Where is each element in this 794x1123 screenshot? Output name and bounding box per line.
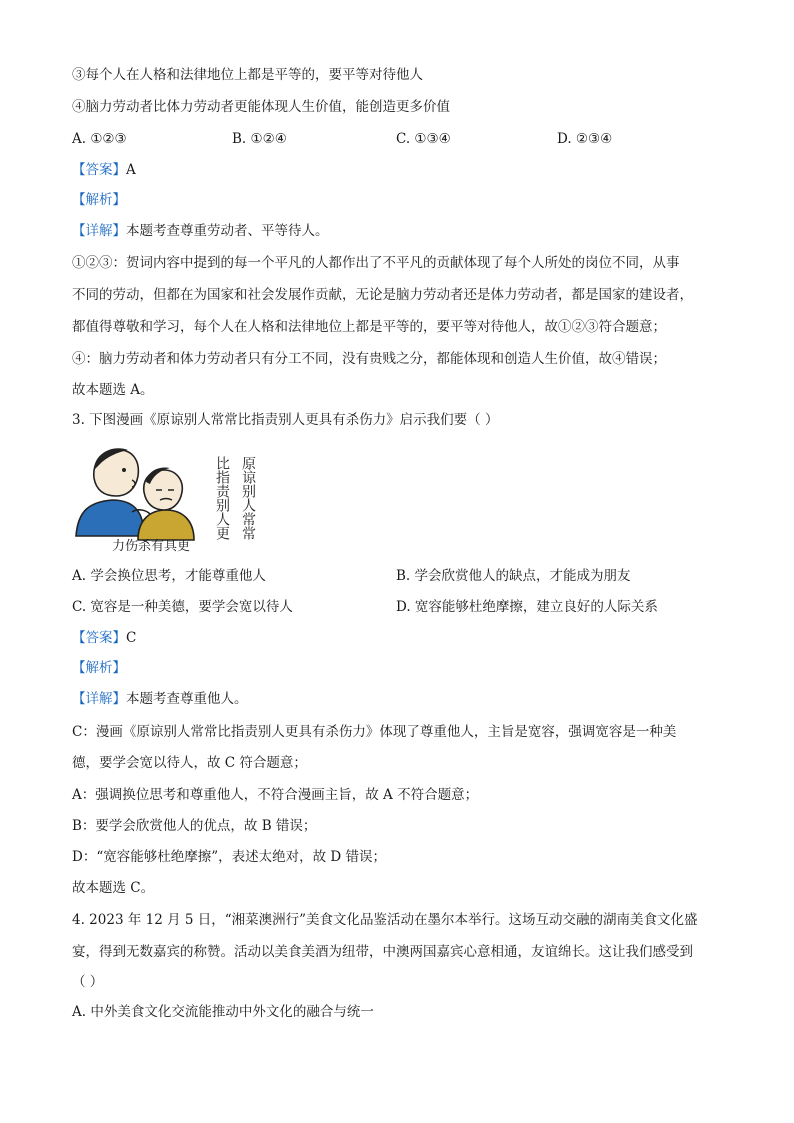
q2-detail — [72, 222, 329, 240]
detail-text: 本题考查尊重劳动者、平等待人。 — [126, 223, 329, 239]
q3-answer — [72, 629, 136, 647]
q3-detail — [72, 690, 248, 708]
q2-explanation-1-line-2: 不同的劳动，但都在为国家和社会发展作贡献，无论是脑力劳动者还是体力劳动者，都是国家的建设者， — [72, 287, 693, 303]
q3-stem: 3. 下图漫画《原谅别人常常比指责别人更具有杀伤力》启示我们要（ ） — [72, 412, 499, 428]
q2-explanation-2: ④：脑力劳动者和体力劳动者只有分工不同，没有贵贱之分，都能体现和创造人生价值，故④错误； — [72, 351, 666, 367]
q2-answer — [72, 161, 136, 179]
q3-analysis-tag: 【解析】 — [72, 660, 126, 676]
q3-explanation-d: D：“宽容能够杜绝摩擦”，表述太绝对，故 D 错误； — [72, 849, 387, 865]
q2-item-4: ④脑力劳动者比体力劳动者更能体现人生价值，能创造更多价值 — [72, 99, 450, 115]
cartoon-drawing — [72, 440, 262, 555]
q4-stem-line-1: 4. 2023 年 12 月 5 日，“湘菜澳洲行”美食文化品鉴活动在墨尔本举行。这场互动交融的湖南美食文化盛 — [72, 912, 698, 928]
answer-value: A — [126, 162, 136, 178]
cartoon-text-col-1: 原谅别人常常 — [240, 456, 256, 540]
q2-option-c: C. ①③④ — [396, 131, 451, 147]
q2-option-a: A. ①②③ — [72, 131, 127, 147]
q3-explanation-c-line-1: C：漫画《原谅别人常常比指责别人更具有杀伤力》体现了尊重他人，主旨是宽容，强调宽容是一种美 — [72, 724, 677, 740]
answer-tag: 【答案】 — [72, 162, 126, 178]
q2-analysis-tag: 【解析】 — [72, 192, 126, 208]
answer-value: C — [126, 630, 137, 646]
q4-option-a: A. 中外美食文化交流能推动中外文化的融合与统一 — [72, 1004, 374, 1020]
q2-explanation-1-line-1: ①②③：贺词内容中提到的每一个平凡的人都作出了不平凡的贡献体现了每个人所处的岗位不同，从事 — [72, 255, 680, 271]
q3-option-b: B. 学会欣赏他人的缺点，才能成为朋友 — [396, 568, 631, 584]
detail-tag: 【详解】 — [72, 223, 126, 239]
cartoon-image — [72, 440, 262, 555]
q4-stem-line-2: 宴，得到无数嘉宾的称赞。活动以美食美酒为纽带，中澳两国嘉宾心意相通，友谊绵长。这让我们感受到 — [72, 944, 693, 960]
q4-stem-line-3: （ ） — [72, 974, 104, 990]
q3-option-d: D. 宽容能够杜绝摩擦，建立良好的人际关系 — [396, 599, 658, 615]
q3-option-c: C. 宽容是一种美德，要学会宽以待人 — [72, 599, 293, 615]
cartoon-text-bottom: 力伤杀有具更 — [112, 539, 191, 554]
detail-text: 本题考查尊重他人。 — [126, 691, 248, 707]
q2-item-3: ③每个人在人格和法律地位上都是平等的，要平等对待他人 — [72, 67, 423, 83]
q3-option-a: A. 学会换位思考，才能尊重他人 — [72, 568, 266, 584]
q3-explanation-c-line-2: 德，要学会宽以待人，故 C 符合题意； — [72, 755, 307, 771]
q2-option-b: B. ①②④ — [232, 131, 287, 147]
q2-explanation-1-line-3: 都值得尊敬和学习，每个人在人格和法律地位上都是平等的，要平等对待他人，故①②③符合题意； — [72, 319, 666, 335]
detail-tag: 【详解】 — [72, 691, 126, 707]
answer-tag: 【答案】 — [72, 630, 126, 646]
q3-explanation-a: A：强调换位思考和尊重他人，不符合漫画主旨，故 A 不符合题意； — [72, 787, 479, 803]
cartoon-text-col-2: 比指责别人更 — [214, 456, 230, 540]
q3-explanation-b: B：要学会欣赏他人的优点，故 B 错误； — [72, 818, 317, 834]
q3-conclusion: 故本题选 C。 — [72, 880, 155, 896]
q2-conclusion: 故本题选 A。 — [72, 382, 154, 398]
q2-option-d: D. ②③④ — [557, 131, 613, 147]
